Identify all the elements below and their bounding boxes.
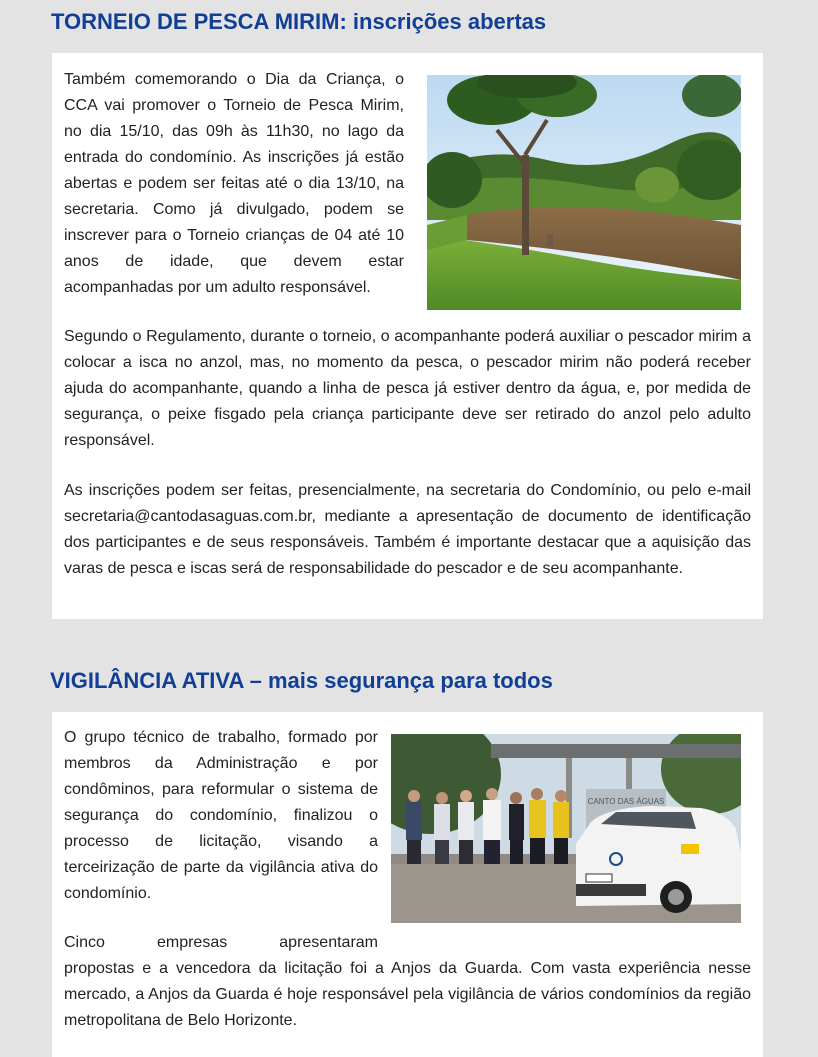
article-card-vigilancia (52, 712, 763, 1057)
article-paragraph: propostas e a vencedora da licitação foi a Anjos da Guarda. Com vasta experiência nesse mercado, a Anjos da Guarda é hoje responsável pela vigilância de vários condomínios da região metropolitana de Belo Horizonte. (64, 960, 751, 1029)
article-paragraph: Também comemorando o Dia da Criança, o CCA vai promover o Torneio de Pesca Mirim, no dia 15/10, das 09h às 11h30, no lago da entrada do condomínio. As inscrições já estão abertas e podem ser feitas até o dia 13/10, na secretaria. Como já divulgado, podem se inscrever para o Torneio crianças de 04 até 10 anos de idade, que devem estar acompanhadas por um adulto responsável. (64, 71, 404, 296)
article-paragraph: Segundo o Regulamento, durante o torneio, o acompanhante poderá auxiliar o pescador mirim a colocar a isca no anzol, mas, no momento da pesca, o pescador mirim não poderá receber ajuda do acompanhante, quando a linha de pesca já estiver dentro da água, e, por medida de segurança, o peixe fisgado pela criança participante deve ser retirado do anzol pelo adulto responsável. (64, 328, 751, 449)
section-title-torneio: TORNEIO DE PESCA MIRIM: inscrições abertas (51, 9, 547, 34)
article-card-torneio (52, 53, 763, 619)
article-paragraph: As inscrições podem ser feitas, presencialmente, na secretaria do Condomínio, ou pelo e-mail secretaria@cantodasaguas.com.br, mediante a apresentação de documento de identificação dos participantes e de seus responsáveis. Também é importante destacar que a aquisição das varas de pesca e iscas será de responsabilidade do pescador e de seu acompanhante. (64, 482, 751, 577)
section-title-vigilancia: VIGILÂNCIA ATIVA – mais segurança para todos (50, 668, 553, 693)
condo-sign: CANTO DAS ÁGUAS (587, 797, 665, 806)
article-paragraph: Cinco empresas apresentaram (64, 934, 378, 951)
security-team-car-photo-icon (391, 734, 741, 923)
lake-park-photo-icon (427, 75, 741, 310)
article-paragraph: O grupo técnico de trabalho, formado por membros da Administração e por condôminos, para reformular o sistema de segurança do condomínio, finalizou o processo de licitação, visando a terceirização de parte da vigilância ativa do condomínio. (64, 729, 378, 902)
